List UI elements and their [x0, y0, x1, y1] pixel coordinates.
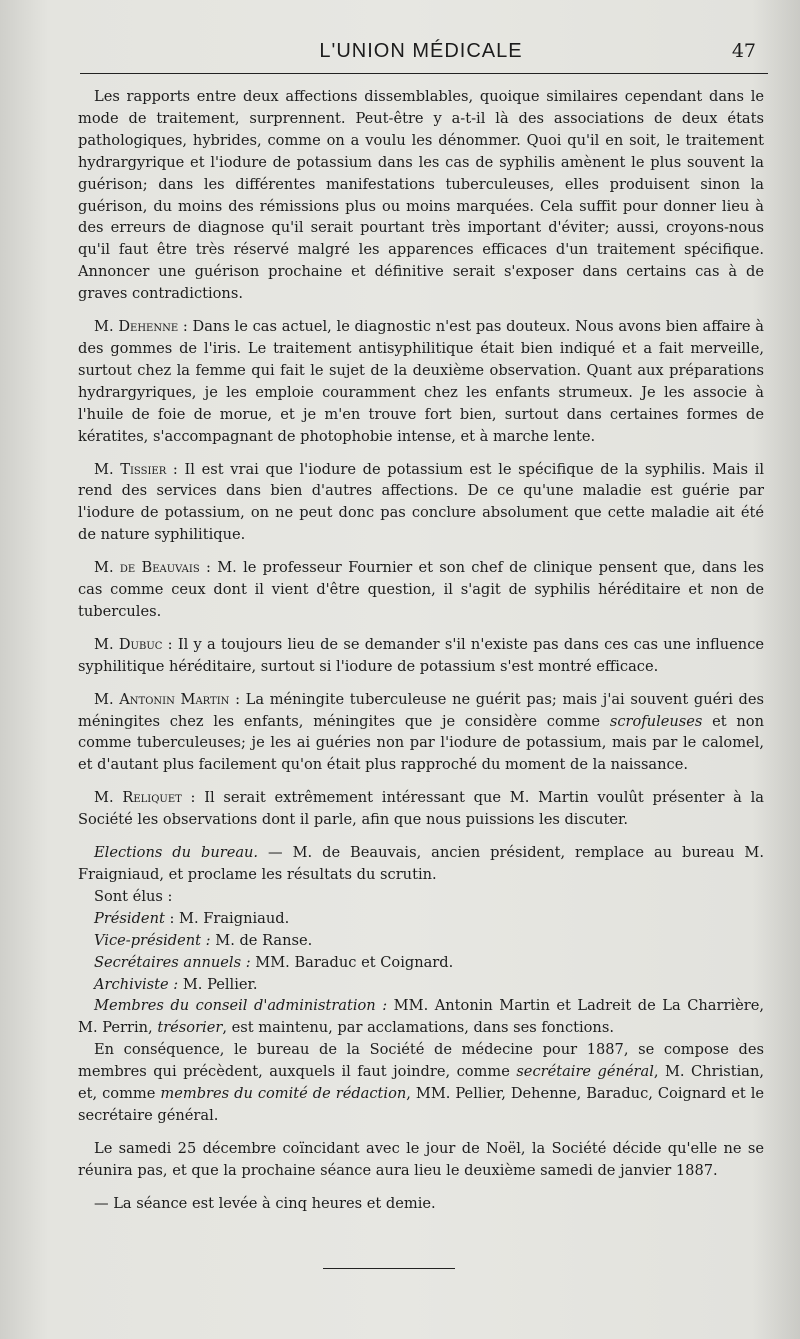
emphasis-text: scrofuleuses [609, 712, 703, 730]
office-label: Archiviste : [94, 975, 179, 993]
paragraph-tissier [78, 459, 764, 547]
office-label: Membres du conseil d'administration : [94, 997, 388, 1015]
speech-text: : Il serait extrêmement intéressant que M. Martin voulût présenter à la Société les observations dont il parle, afin que nous puissions les discuter. [78, 789, 764, 829]
section-label: Elections du bureau. [94, 844, 259, 862]
elected-council-members [78, 995, 764, 1039]
speech-text: : Il y a toujours lieu de se demander s'il n'existe pas dans ces cas une influence syphilitique héréditaire, surtout si l'iodure de potassium s'est montré efficace. [78, 635, 765, 675]
speech-text: : Il est vrai que l'iodure de potassium est le spécifique de la syphilis. Mais il rend des services dans bien d'autres affections. De ce qu'une maladie est guérie par l'iodure de potassium, on ne peut donc pas conclure absolument que cette maladie ait été de nature syphilitique. [78, 460, 764, 544]
speech-text: : La méningite tuberculeuse ne guérit pas; mais j'ai souvent guéri des méningites chez les enfants, méningites que je considère comme [78, 690, 764, 730]
speaker-name: M. Reliquet [94, 789, 182, 807]
emphasis-text: secrétaire général [516, 1063, 654, 1081]
office-value: MM. Baraduc et Coignard. [250, 953, 454, 971]
speaker-name: M. Dubuc [94, 635, 163, 653]
closing-rule [323, 1268, 455, 1269]
office-label: Président [94, 909, 165, 927]
paragraph-text: , M. Christian, et, comme [78, 1063, 765, 1103]
office-label: Vice-président : [94, 931, 211, 949]
speaker-name: M. Dehenne [94, 318, 179, 336]
speaker-name: M. de Beauvais [94, 559, 200, 577]
office-value: MM. Antonin Martin et Ladreit de La Charrière, M. Perrin, [78, 997, 764, 1037]
speaker-name: M. Tissier [94, 460, 167, 478]
elected-vice-president [78, 930, 764, 952]
paragraph-dubuc [78, 634, 764, 678]
elected-president [78, 908, 764, 930]
speech-text: : Dans le cas actuel, le diagnostic n'est pas douteux. Nous avons bien affaire à des gommes de l'iris. Le traitement antisyphilitique était bien indiqué et a fait merveille, surtout chez la femme qui fait le sujet de la deuxième observation. Quant aux préparations hydrargyriques, je les emploie couramment chez les enfants strumeux. Je les associe à l'huile de foie de morue, et je m'en trouve fort bien, surtout dans certaines formes de kératites, s'accompagnant de photophobie intense, et à marche lente. [78, 318, 764, 445]
office-value: M. de Ranse. [210, 931, 313, 949]
office-value: , est maintenu, par acclamations, dans ses fonctions. [222, 1019, 614, 1037]
speech-text: : M. le professeur Fournier et son chef de clinique pensent que, dans les cas comme ceux dont il vient d'être question, il s'agit de syphilis héréditaire et non de tubercules. [78, 559, 765, 620]
elected-heading: Sont élus : [94, 887, 173, 905]
emphasis-text: membres du comité de rédaction [160, 1085, 407, 1103]
speaker-name: M. Antonin Martin [94, 690, 230, 708]
header-rule [80, 73, 768, 74]
article-body [78, 86, 764, 1226]
paragraph-text: , MM. Pellier, Dehenne, Baraduc, Coignard et le secrétaire général. [78, 1085, 765, 1124]
paragraph-elections [78, 842, 764, 886]
paragraph-bureau-composition [78, 1039, 764, 1127]
paragraph-text: En conséquence, le bureau de la Société de médecine pour 1887, se compose des membres qui précèdent, auxquels il faut joindre, comme [78, 1041, 764, 1081]
paragraph-intro: Les rapports entre deux affections dissemblables, quoique similaires cependant dans le mode de traitement, surprennent. Peut-être y a-t-il là des associations de deux états pathologiques, hybrides, comme on a voulu les dénommer. Quoi qu'il en soit, le traitement hydrargyrique et l'iodure de potassium dans les cas de syphilis amènent le plus souvent la guérison; dans les différentes manifestations tuberculeuses, elles produisent sinon la guérison, du moins des rémissions plus ou moins marquées. Cela suffit pour donner lieu à des erreurs de diagnose qu'il serait pourtant très important d'éviter; aussi, croyons-nous qu'il faut être très réservé malgré les apparences efficaces d'un traitement spécifique. Annoncer une guérison prochaine et définitive serait s'exposer dans certains cas à de graves contradictions. [78, 88, 764, 303]
paragraph-closing: — La séance est levée à cinq heures et demie. [94, 1194, 436, 1212]
office-value: : M. Fraigniaud. [164, 909, 290, 927]
paragraph-next-meeting: Le samedi 25 décembre coïncidant avec le jour de Noël, la Société décide qu'elle ne se réunira pas, et que la prochaine séance aura lieu le deuxième samedi de janvier 1887. [78, 1139, 764, 1179]
elected-secretaries [78, 952, 764, 974]
office-label: trésorier [157, 1019, 223, 1037]
speech-text: et non comme tuberculeuses; je les ai guéries non par l'iodure de potassium, mais par le calomel, et d'autant plus facilement qu'on était plus rapproché du moment de la naissance. [78, 712, 764, 774]
page-number: 47 [731, 40, 756, 62]
elected-archivist [78, 974, 764, 996]
paragraph-reliquet [78, 787, 764, 831]
paragraph-martin [78, 689, 764, 777]
section-text: — M. de Beauvais, ancien président, remplace au bureau M. Fraigniaud, et proclame les résultats du scrutin. [78, 844, 764, 883]
running-title: L'UNION MÉDICALE [319, 40, 523, 62]
page-header [76, 40, 766, 70]
paragraph-dehenne [78, 316, 764, 447]
office-value: M. Pellier. [178, 975, 258, 993]
office-label: Secrétaires annuels : [94, 953, 251, 971]
paragraph-beauvais [78, 557, 764, 623]
